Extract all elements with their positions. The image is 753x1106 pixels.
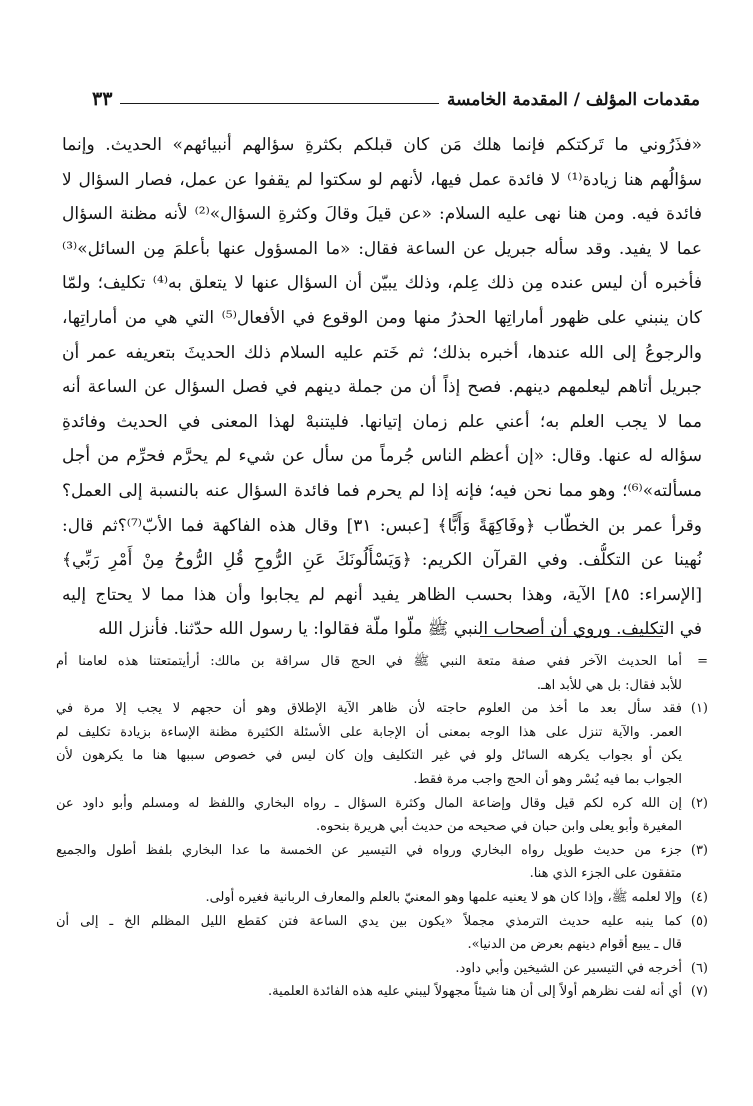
footnote-line: للأبد فقال: بل هي للأبد اهـ. xyxy=(536,677,682,693)
footnote xyxy=(56,697,708,791)
footnote-line: وإلا لعلمه ﷺ، وإذا كان هو لا يعنيه علمها وهو المعنيّ بالعلم والمعارف الربانية فغيره أولى. xyxy=(205,889,682,905)
footnotes xyxy=(56,650,708,1004)
footnote-line: أي أنه لفت نظرهم أولاً إلى أن هنا شيئاً مجهولاً ليبني عليه هذه الفائدة العلمية. xyxy=(268,984,682,1000)
footnote-number: (٧) xyxy=(690,984,708,1000)
text-line: «فذَرُوني ما تَركتكم فإنما هلك مَن كان قبلكم بكثرةِ سؤالهم أنبيائهم» الحديث. وإنما xyxy=(62,135,702,155)
footnote-line: الجواب بما فيه يُسْر وهو أن الحج واجب مرة فقط. xyxy=(413,771,682,787)
footnote-line: قال ـ يبيع أقوام دينهم بعرض من الدنيا». xyxy=(467,937,682,953)
footnote-number: (٥) xyxy=(690,913,708,929)
text-line: مما لا يجب العلم به؛ أعني علم زمان إتيانها. فليتنبهْ لهذا المعنى في الحديث وفائدةِ xyxy=(62,411,702,432)
footnote-text xyxy=(56,839,682,886)
text-line: جبريل أتاهم ليعلمهم دينهم. فصح إذاً أن من جملة دينهم في فصل السؤال عن الساعة أنه xyxy=(62,377,702,398)
text-line: [الإسراء: ٨٥] الآية، وهذا بحسب الظاهر يفيد أنهم لم يجابوا وأن هذا مما لا يحتاج إليه xyxy=(62,584,702,605)
footnote-text xyxy=(56,792,682,839)
running-header xyxy=(92,82,700,110)
footnote-text xyxy=(56,980,682,1004)
footnote-line: العمر. والآية تنزل على هذا الوجه بمعنى أن الإجابة على الأسئلة الكثيرة مظنة الإساءة بزيادة تكليف لم xyxy=(56,724,682,740)
footnote xyxy=(56,957,708,981)
text-line: نُهينا عن التكلُّف. وفي القرآن الكريم: ﴿وَيَسْأَلُونَكَ عَنِ الرُّوحِ قُلِ الرُّوحُ مِنْ أَمْرِ رَبِّي﴾ xyxy=(62,550,702,571)
footnote-line: يكن أو بجواب يكرهه السائل ولو في غير التكليف وإن كان ليس في خصوص سببها هنا ما يكرهون لأن xyxy=(56,748,682,764)
footnote xyxy=(56,650,708,697)
footnote-line: كما ينبه عليه حديث الترمذي مجملاً «يكون بين يدي الساعة فتن كقطع الليل المظلم الخ ـ إلى أن xyxy=(56,913,682,929)
text-line: في التكليف. وروي أن أصحاب النبي ﷺ ملّوا ملّة فقالوا: يا رسول الله حدّثنا. فأنزل الله xyxy=(98,619,702,640)
footnote-number: (٦) xyxy=(690,960,708,976)
header-title: مقدمات المؤلف / المقدمة الخامسة xyxy=(446,90,700,110)
text-line: سؤالُهم هنا زيادة⁽¹⁾ لا فائدة عمل فيها، لأنهم لو سكتوا لم يقفوا عن عمل، فصار السؤال لا xyxy=(62,169,702,190)
text-line: عما لا يفيد. وقد سأله جبريل عن الساعة فقال: «ما المسؤول عنها بأعلمَ مِن السائل»⁽³⁾ xyxy=(62,238,702,259)
text-line: والرجوعُ إلى الله عندها، أخبره بذلك؛ ثم خَتم عليه السلام ذلك الحديثَ بتعريفه عمر أن xyxy=(62,342,702,363)
footnote xyxy=(56,839,708,886)
text-line: سؤاله له عنها. وقال: «إن أعظم الناس جُرماً من سأل عن شيء لم يحرَّم فحرِّم من أجل xyxy=(62,446,702,467)
footnote-line: المغيرة وأبو يعلى وابن حبان في صحيحه من حديث أبي هريرة بنحوه. xyxy=(316,819,682,835)
text-line: مسألته»⁽⁶⁾؛ وهو مما نحن فيه؛ فإنه إذا لم يحرم فما فائدة السؤال عنه بالنسبة إلى العمل؟ xyxy=(62,480,702,501)
footnote-line: أما الحديث الآخر ففي صفة متعة النبي ﷺ في الحج قال سراقة بن مالك: أرأيتمتعتنا هذه لعامنا أم xyxy=(56,654,682,669)
footnote-text xyxy=(56,910,682,957)
text-line: وقرأ عمر بن الخطّاب ﴿وفَاكِهَةً وَأَبًّا﴾ [عبس: ٣١] وقال هذه الفاكهة فما الأبّ⁽⁷⁾؟ثم قال: xyxy=(62,515,702,536)
footnote xyxy=(56,792,708,839)
text-line: فائدة فيه. ومن هنا نهى عليه السلام: «عن قيلَ وقالَ وكثرةِ السؤال»⁽²⁾ لأنه مظنة السؤال xyxy=(62,204,702,225)
footnote-text xyxy=(56,650,682,697)
footnote-line: متفقون على الجزء الذي هنا. xyxy=(529,866,682,882)
footnote-separator xyxy=(480,636,663,637)
footnote-line: إن الله كره لكم قيل وقال وإضاعة المال وكثرة السؤال ـ رواه البخاري واللفظ له ومسلم وأبو داود عن xyxy=(56,795,682,811)
footnote-text xyxy=(56,957,682,981)
footnote xyxy=(56,910,708,957)
text-line: فأخبره أن ليس عنده مِن ذلك عِلم، وذلك يبيّن أن السؤال عنها لا يتعلق به⁽⁴⁾ تكليف؛ ولمّا xyxy=(62,273,702,294)
footnote-line: فقد سأل بعد ما أخذ من العلوم حاجته لأن ظاهر الآية الإطلاق وهو أن حجهم لا يجب إلا مرة في xyxy=(56,701,682,717)
footnote-number: (٢) xyxy=(690,795,708,811)
footnote xyxy=(56,886,708,910)
footnote-text xyxy=(56,886,682,910)
footnote-number: (٣) xyxy=(690,842,708,858)
page-number: ٣٣ xyxy=(92,88,113,110)
footnote-number: = xyxy=(697,654,708,669)
footnote-line: جزء من حديث طويل رواه البخاري ورواه في التيسير عن الخمسة ما عدا البخاري بلفظ أطول والجميع xyxy=(56,842,682,858)
footnote-number: (٤) xyxy=(690,889,708,905)
header-rule xyxy=(120,103,439,104)
footnote-number: (١) xyxy=(690,701,708,717)
text-line: كان ينبني على ظهور أماراتِها الحذرُ منها ومن الوقوع في الأفعال⁽⁵⁾ التي هي من أماراتِها، xyxy=(62,307,702,328)
footnote-line: أخرجه في التيسير عن الشيخين وأبي داود. xyxy=(455,960,682,976)
footnote xyxy=(56,980,708,1004)
main-text xyxy=(62,128,702,647)
footnote-text xyxy=(56,697,682,791)
